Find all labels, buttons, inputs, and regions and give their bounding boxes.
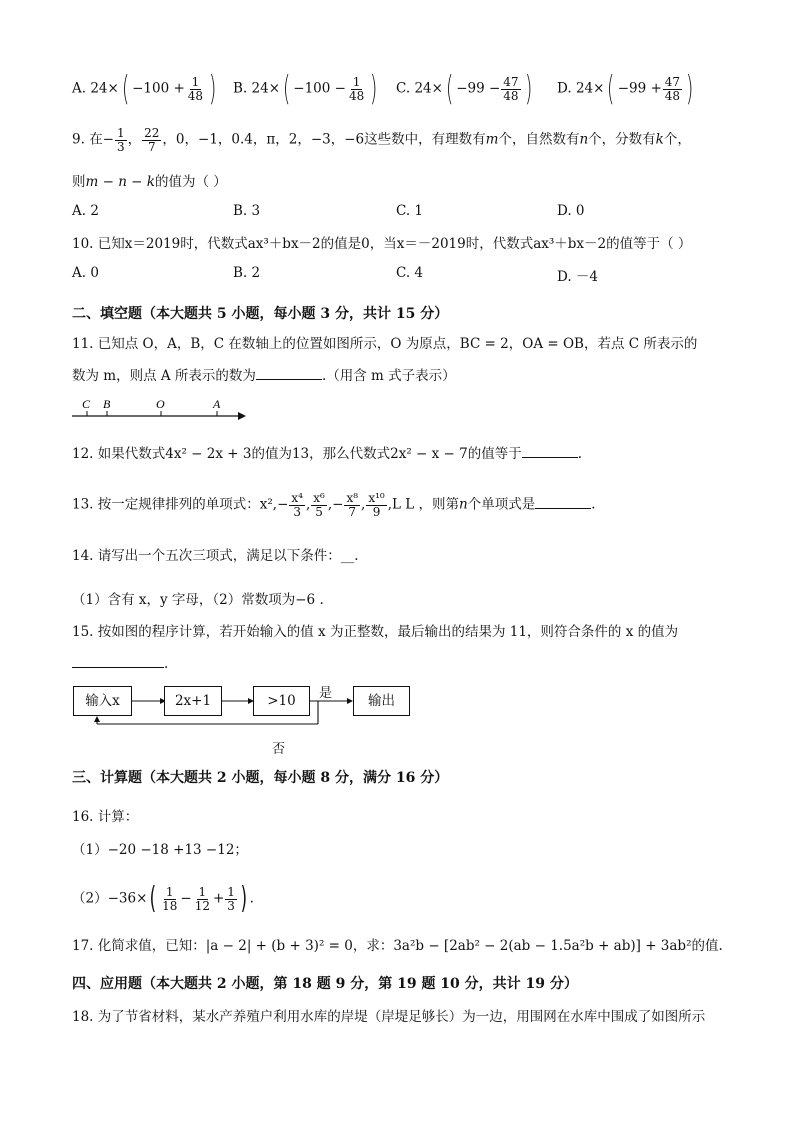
fraction: $\frac{\text{x⁸}}{7}$ (346, 491, 359, 519)
q13-end: . (591, 496, 596, 513)
number-line-diagram (72, 396, 247, 426)
sign: , (361, 496, 366, 513)
axis-label-c: C (82, 397, 91, 411)
q15-line2 (72, 654, 168, 674)
option-prefix: 24× (414, 80, 443, 97)
q10-text: 10. 已知x＝2019时，代数式ax³＋bx－2的值是0，当x＝－2019时，代数式ax³＋bx－2的值等于（ ） (72, 236, 692, 252)
fraction: $\frac{22}{7}$ (144, 126, 160, 154)
q13-post: 个单项式是 (467, 496, 536, 513)
option-letter: A. (72, 80, 87, 97)
option-letter: C. (396, 80, 411, 97)
axis-label-o: O (156, 397, 165, 411)
fraction: $\frac{1}{48}$ (348, 74, 365, 103)
fraction: $\frac{47}{48}$ (664, 74, 681, 103)
answer-blank (256, 367, 322, 380)
q16-part2: （2）−36×( $\frac{1}{18}$ − $\frac{1}{12}$ + $\frac{1}{3}$ ) . (72, 881, 254, 916)
option-prefix: 24× (575, 80, 605, 97)
flow-output-box: 输出 (353, 686, 410, 716)
fraction: $\frac{47}{48}$ (503, 74, 519, 103)
section-2-heading: 二、填空题（本大题共 5 小题，每小题 3 分，共计 15 分） (72, 306, 449, 322)
q14-line2: （1）含有 x，y 字母，（2）常数项为−6 . (72, 592, 324, 608)
q9-option-b: B. 3 (233, 203, 261, 219)
q12-end: . (577, 446, 583, 462)
q10-option-d: D. －4 (557, 269, 599, 285)
q9-text: 个，自然数有 (498, 131, 580, 148)
q16-title: 16. 计算： (72, 809, 139, 825)
var-m: m (485, 131, 499, 148)
q18-text: 18. 为了节省材料，某水产养殖户利用水库的岸堤（岸堤足够长）为一边，用围网在水库中围成了如图所示 (72, 1009, 706, 1025)
fraction: $\frac{\text{x¹⁰}}{9}$ (368, 491, 385, 519)
fraction: $\frac{1}{3}$ (227, 884, 235, 913)
option-letter: B. (233, 80, 248, 97)
axis-label-b: B (103, 397, 111, 411)
q13-text (72, 492, 596, 518)
option-body: −99 − (456, 80, 501, 97)
section-4-heading: 四、应用题（本大题共 2 小题，第 18 题 9 分，第 19 题 10 分，共计 19 分） (72, 976, 578, 992)
q11-text: 数为 m，则点 A 所表示的数为 (72, 368, 256, 384)
fraction: $\frac{\text{x⁶}}{5}$ (313, 491, 325, 519)
q10-option-c: C. 4 (396, 265, 424, 281)
q9-text: 在− (89, 131, 114, 148)
q9-text: 个，分数有 (588, 131, 656, 148)
q10-option-a: A. 0 (72, 265, 99, 281)
flow-yes-label: 是 (319, 686, 333, 701)
flow-condition-box: >10 (253, 686, 310, 716)
q8-option-c: C. 24×( −99 − $\frac{47}{48}$ ) (396, 69, 532, 109)
q14-line1: 14. 请写出一个五次三项式，满足以下条件：__. (72, 548, 359, 564)
q9-line1 (72, 127, 691, 153)
q15-end: . (164, 656, 169, 672)
operator: + (212, 890, 225, 907)
q9-text: 个， (663, 131, 691, 148)
question-number: 9. (72, 131, 85, 148)
q8-option-d: D. 24×( −99 + $\frac{47}{48}$ ) (557, 69, 694, 109)
q8-option-b: B. 24×( −100 − $\frac{1}{48}$ ) (233, 69, 378, 109)
var-n: n (459, 496, 468, 513)
q12-question: 12. 如果代数式4x² − 2x + 3的值为13，那么代数式2x² − x − 7的值等于 (72, 446, 522, 462)
q9-option-a: A. 2 (72, 203, 99, 219)
q9-text: 则 (72, 174, 86, 190)
option-prefix: 24× (90, 80, 119, 97)
q15-line1: 15. 按如图的程序计算，若开始输入的值 x 为正整数，最后输出的结果为 11，则符合条件的 x 的值为 (72, 624, 679, 640)
axis-label-a: A (213, 397, 221, 411)
option-body: −99 + (617, 80, 662, 97)
q11-line2 (72, 366, 456, 386)
q16-end: . (249, 890, 254, 907)
q9-sep: ， (127, 131, 142, 148)
fraction: $\frac{1}{18}$ (162, 884, 178, 913)
sign: ,− (327, 496, 344, 513)
q9-line2 (72, 172, 227, 192)
q16-part2-prefix: （2）−36× (72, 890, 148, 907)
q12-text (72, 444, 582, 464)
sign: , (305, 496, 311, 513)
flow-operation-box: 2x+1 (164, 686, 222, 716)
option-body: −100 + (132, 80, 185, 97)
q9-option-c: C. 1 (396, 203, 424, 219)
q8-option-a: A. 24×( −100 + $\frac{1}{48}$ ) (72, 69, 217, 109)
var-k: k (655, 131, 664, 148)
q9-text: ，0，−1，0.4，π，2，−3，−6这些数中，有理数有 (162, 131, 486, 148)
var-n: n (579, 131, 589, 148)
q13-question: 13. 按一定规律排列的单项式：x²,− (72, 496, 289, 513)
fraction: $\frac{1}{3}$ (117, 126, 125, 154)
q9-option-d: D. 0 (557, 203, 585, 219)
q9-expression: m − n − k (85, 174, 155, 190)
answer-blank (522, 445, 578, 458)
q16-part1: （1）−20 −18 +13 −12； (72, 842, 248, 858)
section-3-heading: 三、计算题（本大题共 2 小题，每小题 8 分，满分 16 分） (72, 770, 449, 786)
option-prefix: 24× (251, 80, 281, 97)
q10-option-b: B. 2 (233, 265, 261, 281)
flow-input-box: 输入x (73, 686, 132, 716)
q13-mid: ,L L ，则第 (387, 496, 460, 513)
fraction: $\frac{1}{12}$ (194, 884, 210, 913)
q11-text: .（用含 m 式子表示） (321, 368, 456, 384)
option-body: −100 − (293, 80, 346, 97)
answer-blank (72, 655, 164, 668)
flow-no-label: 否 (272, 742, 286, 757)
operator: − (180, 890, 192, 907)
fraction: $\frac{1}{48}$ (187, 74, 204, 103)
option-letter: D. (557, 80, 572, 97)
q9-text: 的值为（ ） (154, 174, 227, 190)
fraction: $\frac{\text{x⁴}}{3}$ (291, 491, 303, 519)
answer-blank (535, 496, 591, 509)
q11-line1: 11. 已知点 O，A，B，C 在数轴上的位置如图所示，O 为原点，BC = 2，OA = OB，若点 C 所表示的 (72, 336, 698, 352)
q17-text: 17. 化简求值，已知：|a − 2| + (b + 3)² = 0，求：3a²b − [2ab² − 2(ab − 1.5a²b + ab)] + 3ab²的值. (72, 938, 723, 954)
